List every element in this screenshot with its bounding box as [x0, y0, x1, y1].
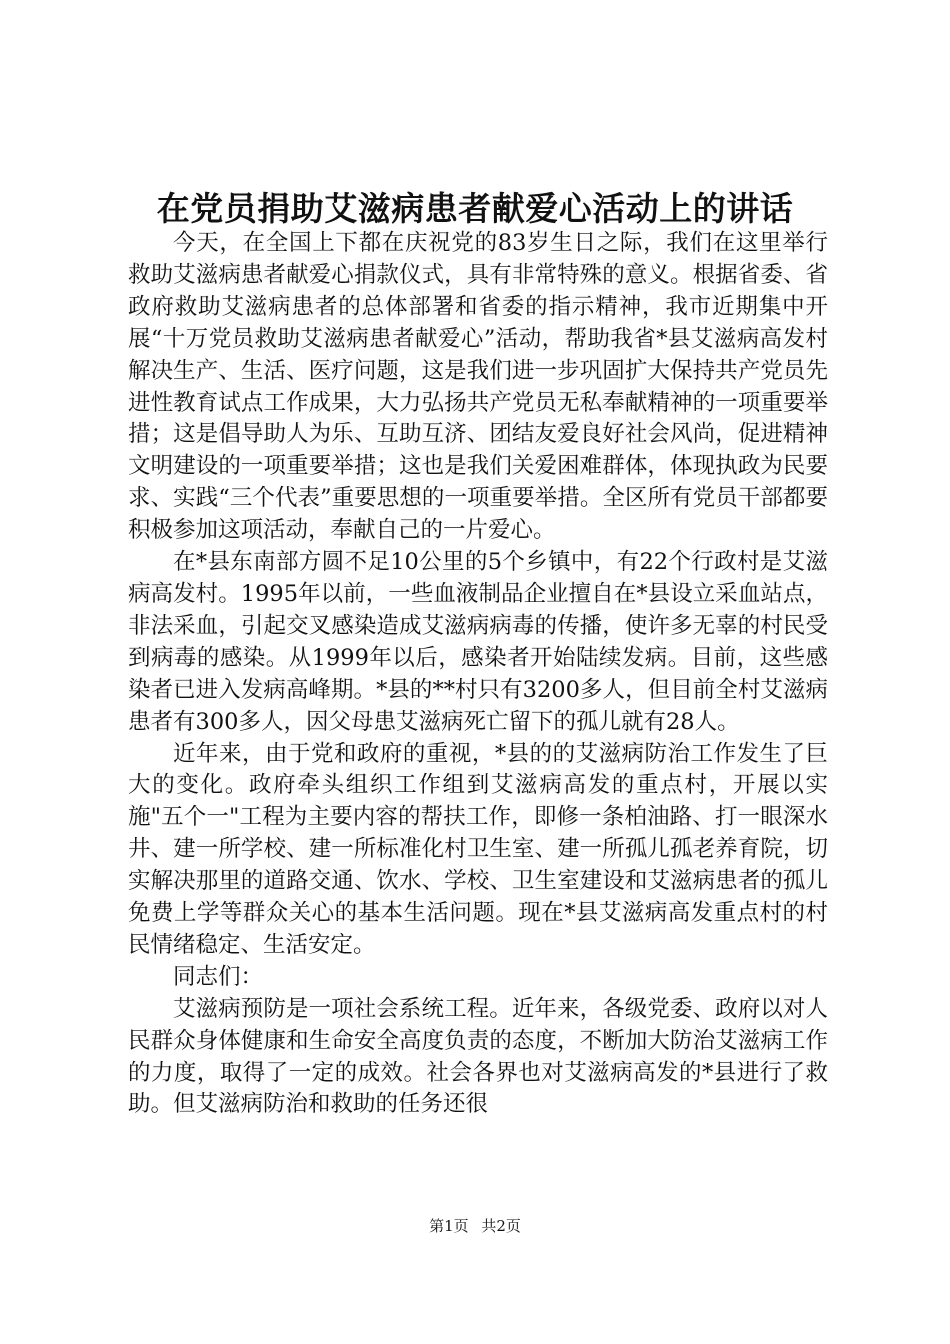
paragraph-2: 在*县东南部方圆不足10公里的5个乡镇中，有22个行政村是艾滋病高发村。1995年以前，一些血液制品企业擅自在*县设立采血站点，非法采血，引起交叉感染造成艾滋病病毒的传播，使许多无辜的村民受到病毒的感染。从1999年以后，感染者开始陆续发病。目前，这些感染者已进入发病高峰期。*县的**村只有3200多人，但目前全村艾滋病患者有300多人，因父母患艾滋病死亡留下的孤儿就有28人。	[128, 549, 828, 735]
page-number-total: 共2页	[481, 1217, 521, 1235]
paragraph-1: 今天，在全国上下都在庆祝党的83岁生日之际，我们在这里举行救助艾滋病患者献爱心捐款仪式，具有非常特殊的意义。根据省委、省政府救助艾滋病患者的总体部署和省委的指示精神，我市近期集中开展“十万党员救助艾滋病患者献爱心”活动，帮助我省*县艾滋病高发村解决生产、生活、医疗问题，这是我们进一步巩固扩大保持共产党员先进性教育试点工作成果，大力弘扬共产党员无私奉献精神的一项重要举措；这是倡导助人为乐、互助互济、团结友爱良好社会风尚，促进精神文明建设的一项重要举措；这也是我们关爱困难群体，体现执政为民要求、实践“三个代表”重要思想的一项重要举措。全区所有党员干部都要积极参加这项活动，奉献自己的一片爱心。	[128, 230, 828, 544]
page-number-current: 第1页	[429, 1217, 469, 1235]
paragraph-5: 艾滋病预防是一项社会系统工程。近年来，各级党委、政府以对人民群众身体健康和生命安全高度负责的态度，不断加大防治艾滋病工作的力度，取得了一定的成效。社会各界也对艾滋病高发的*县进行了救助。但艾滋病防治和救助的任务还很	[128, 995, 828, 1118]
paragraph-3: 近年来，由于党和政府的重视，*县的的艾滋病防治工作发生了巨大的变化。政府牵头组织工作组到艾滋病高发的重点村，开展以实施"五个一"工程为主要内容的帮扶工作，即修一条柏油路、打一眼深水井、建一所学校、建一所标准化村卫生室、建一所孤儿孤老养育院，切实解决那里的道路交通、饮水、学校、卫生室建设和艾滋病患者的孤儿免费上学等群众关心的基本生活问题。现在*县艾滋病高发重点村的村民情绪稳定、生活安定。	[128, 740, 828, 958]
document-title: 在党员捐助艾滋病患者献爱心活动上的讲话	[156, 189, 794, 228]
page-footer	[0, 1216, 950, 1236]
paragraph-4: 同志们：	[173, 963, 264, 990]
document-body	[128, 228, 828, 1121]
